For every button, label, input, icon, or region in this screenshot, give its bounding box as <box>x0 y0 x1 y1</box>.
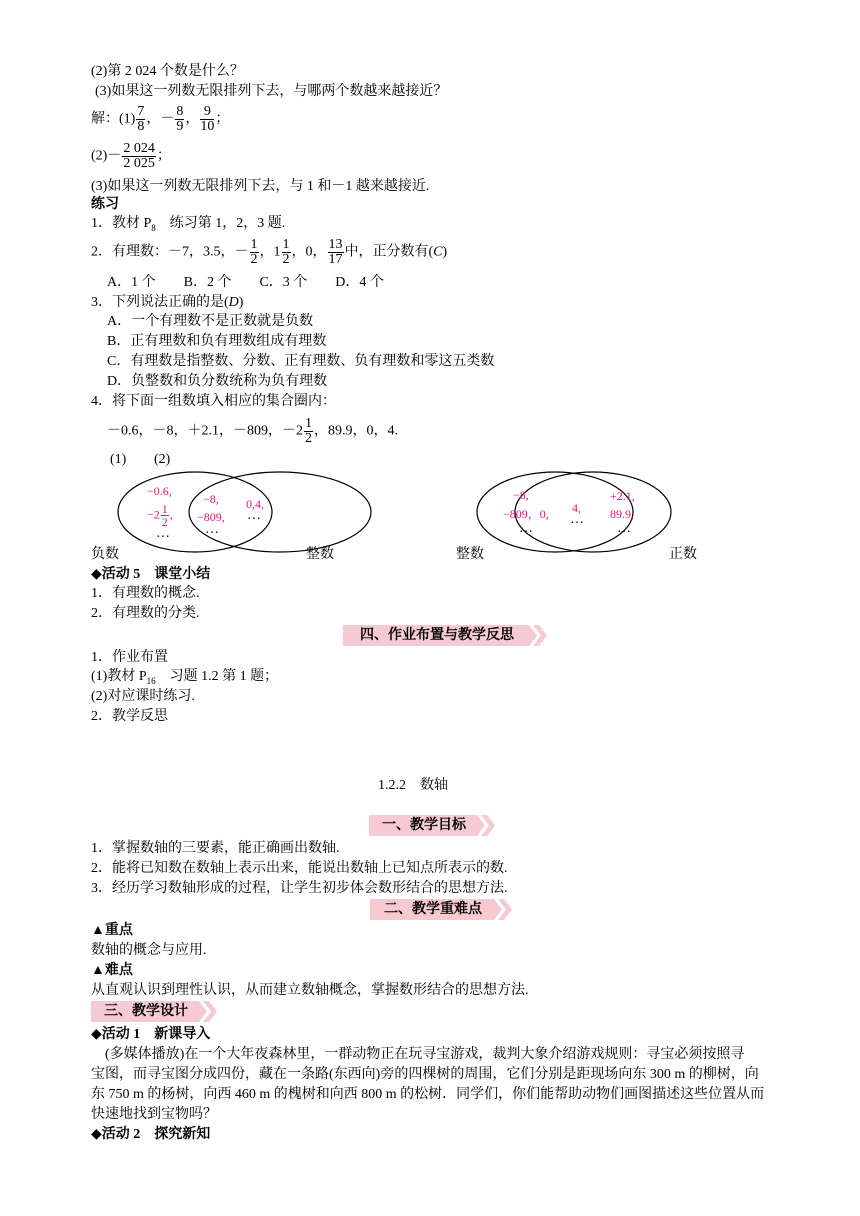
venn1-mid-text-a: −8, <box>203 492 219 506</box>
venn1-left-set-label: 负数 <box>91 547 119 562</box>
answer-letter: C <box>433 244 443 260</box>
option-c: C．有理数是指整数、分数、正有理数、负有理数和零这五类数 <box>107 354 495 369</box>
banner-text: 三、教学设计 <box>104 1003 188 1019</box>
activity1-paragraph-line: 快速地找到宝物吗？ <box>91 1107 217 1122</box>
difficulty-heading: ▲难点 <box>91 963 133 978</box>
venn1-right-ellipsis: … <box>247 508 262 523</box>
practice-heading: 练习 <box>91 197 119 212</box>
fraction: $\frac{1}{2}$ <box>282 237 290 267</box>
fraction: $\frac{7}{8}$ <box>137 104 145 134</box>
key-text: 数轴的概念与应用. <box>91 943 207 958</box>
difficulty-text: 从直观认识到理性认识，从而建立数轴概念，掌握数形结合的思想方法. <box>91 983 529 998</box>
practice-item-2: 2．有理数：－7，3.5，－ $\frac{1}{2}$ ，1 $\frac{1}{2}$ ，0， $\frac{13}{17}$ 中，正分数有(C) <box>91 237 448 267</box>
homework-sub-2: (2)对应课时练习. <box>91 689 195 704</box>
goal-item: 3．经历学习数轴形成的过程，让学生初步体会数形结合的思想方法. <box>91 881 508 896</box>
fraction: $\frac{1}{2}$ <box>250 237 258 267</box>
venn-label-2: (2) <box>154 452 171 467</box>
venn2-right-text-b: 89.9, <box>610 507 634 521</box>
activity5-heading: ◆活动 5 课堂小结 <box>91 567 211 582</box>
practice-item-2-options: A．1 个 B．2 个 C．3 个 D．4 个 <box>107 275 384 290</box>
venn1-mid-ellipsis: … <box>205 522 220 537</box>
fraction: $\frac{1}{2}$ <box>305 416 312 446</box>
answer-1-prefix: 解：(1) <box>91 111 136 127</box>
venn2-mid-text: 4, <box>572 501 581 515</box>
activity1-paragraph-line: 东 750 m 的杨树，向西 460 m 的槐树和向西 800 m 的松树．同学们，你们能帮助动物们画图描述这些位置从而 <box>91 1087 765 1102</box>
section-banner-design <box>91 1001 217 1022</box>
question-2: (2)第 2 024 个数是什么？ <box>91 64 244 79</box>
question-3: (3)如果这一列数无限排列下去，与哪两个数越来越接近？ <box>95 84 448 99</box>
venn-label-1: (1) <box>110 452 127 467</box>
venn1-left-ellipsis: … <box>156 526 171 541</box>
activity1-paragraph-line: 宝图，而寻宝图分成四份，藏在一条路(东西向)旁的四棵树的周围，它们分别是距现场向东 300 m 的柳树，向 <box>91 1067 759 1082</box>
activity2-heading: ◆活动 2 探究新知 <box>91 1127 211 1142</box>
section-banner-goals <box>369 815 495 836</box>
answer-1: 解：(1) $\frac{7}{8}$ ，－ $\frac{8}{9}$ ， $\frac{9}{10}$ ； <box>91 104 230 134</box>
option-b: B．正有理数和负有理数组成有理数 <box>107 334 327 349</box>
activity1-paragraph-line: (多媒体播放)在一个大年夜森林里，一群动物正在玩寻宝游戏，裁判大象介绍游戏规则：寻宝必须按照寻 <box>105 1047 745 1062</box>
answer-2: (2)－ $\frac{2 024}{2 025}$ ； <box>91 141 171 171</box>
answer-letter: D <box>228 295 239 310</box>
venn2-left-ellipsis: … <box>519 521 534 536</box>
homework-sub-1: (1)教材 $P_{16}$ 习题 1.2 第 1 题； <box>91 669 279 686</box>
activity5-item-2: 2．有理数的分类. <box>91 606 200 621</box>
banner-text: 四、作业布置与教学反思 <box>360 627 514 643</box>
practice-item-1: 1．教材 $P_8$ 练习第 1，2，3 题. <box>91 216 286 233</box>
venn2-mid-ellipsis: … <box>570 512 585 527</box>
section-title: 1.2.2 数轴 <box>378 778 448 793</box>
venn1-right-text: 0,4, <box>246 497 264 511</box>
section-banner-key-points <box>370 899 512 920</box>
section-banner-homework <box>343 625 547 646</box>
venn2-left-text-a: −8, <box>513 488 529 502</box>
goal-item: 1．掌握数轴的三要素，能正确画出数轴. <box>91 841 340 856</box>
venn2-right-set-label: 正数 <box>669 547 697 562</box>
option-d: D．负整数和负分数统称为负有理数 <box>107 374 328 389</box>
fraction: $\frac{8}{9}$ <box>176 104 184 134</box>
fraction: $\frac{9}{10}$ <box>200 104 215 134</box>
practice-item-4: 4．将下面一组数填入相应的集合圈内： <box>91 394 336 409</box>
goal-item: 2．能将已知数在数轴上表示出来，能说出数轴上已知点所表示的数. <box>91 861 508 876</box>
venn1-mid-text-b: −809, <box>197 510 225 524</box>
banner-text: 一、教学目标 <box>382 817 466 833</box>
venn2-left-text-b: −809，0, <box>503 507 549 521</box>
homework-item-1: 1．作业布置 <box>91 650 168 665</box>
banner-text: 二、教学重难点 <box>384 901 482 917</box>
venn1-right-set-label: 整数 <box>306 547 334 562</box>
number-list: －0.6，－8，＋2.1，－809，－2 $\frac{1}{2}$ ，89.9，0，4. <box>107 416 398 446</box>
activity5-item-1: 1．有理数的概念. <box>91 586 200 601</box>
venn2-right-text-a: +2.1, <box>610 489 635 503</box>
fraction: $\frac{2 024}{2 025}$ <box>123 141 155 171</box>
key-heading: ▲重点 <box>91 923 133 938</box>
activity1-heading: ◆活动 1 新课导入 <box>91 1027 211 1042</box>
option-a: A．一个有理数不是正数就是负数 <box>107 314 314 329</box>
practice-item-3: 3．下列说法正确的是(D) <box>91 295 244 310</box>
venn2-left-set-label: 整数 <box>456 547 484 562</box>
venn1-left-text-b: −2 $\frac{1}{2}$ , <box>147 502 173 529</box>
fraction: $\frac{13}{17}$ <box>328 237 343 267</box>
homework-item-2: 2．教学反思 <box>91 709 168 724</box>
venn2-right-ellipsis: … <box>617 521 632 536</box>
venn1-left-text-a: −0.6, <box>147 484 172 498</box>
answer-3: (3)如果这一列数无限排列下去，与 1 和－1 越来越接近. <box>91 179 430 194</box>
fraction: $\frac{1}{2}$ <box>161 502 168 529</box>
